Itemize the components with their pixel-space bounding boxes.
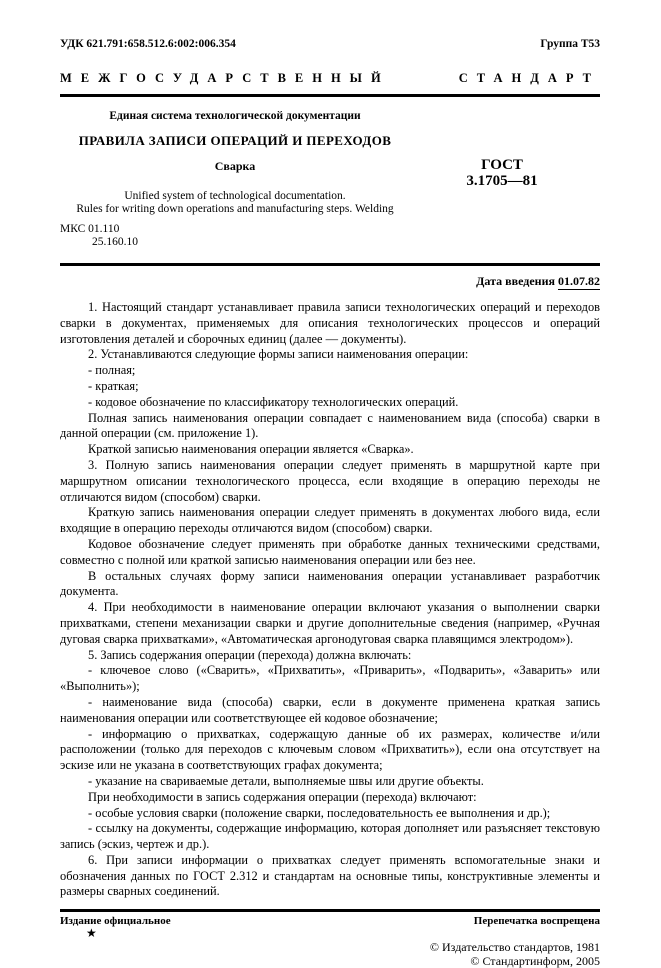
paragraph: - указание на свариваемые детали, выполняемые швы или другие объекты.	[88, 773, 484, 788]
footer-row	[60, 915, 600, 927]
paragraph: - ключевое слово («Сварить», «Прихватить», «Приварить», «Подварить», «Заварить» или «Выполнить»);	[60, 663, 600, 694]
group-code: Группа Т53	[540, 38, 600, 50]
document-title: ПРАВИЛА ЗАПИСИ ОПЕРАЦИЙ И ПЕРЕХОДОВ	[78, 133, 392, 148]
system-name: Единая система технологической документации	[109, 110, 361, 122]
title-block	[60, 97, 600, 260]
introduction-date-label: Дата введения	[476, 274, 555, 288]
paragraph: Краткой записью наименования операции является «Сварка».	[88, 442, 414, 457]
gost-designation-line1: ГОСТ	[481, 157, 523, 173]
star-icon: ★	[86, 926, 97, 941]
paragraph: Кодовое обозначение следует применять при обработке данных техническими средствами, совместно с полной или краткой записью наименования операции или без нее.	[60, 536, 600, 567]
gost-designation-line2: 3.1705—81	[466, 173, 538, 189]
header-divider	[60, 263, 600, 266]
english-title-line2: Rules for writing down operations and manufacturing steps. Welding	[76, 203, 394, 215]
reprint-forbidden-label: Перепечатка воспрещена	[473, 915, 600, 928]
paragraph: 5. Запись содержания операции (перехода) должна включать:	[88, 647, 412, 662]
standard-type-heading	[60, 71, 600, 86]
paragraph: 1. Настоящий стандарт устанавливает правила записи технологических операций и переходов сварки в документах, применяемых для описания технологических процессов и операций изготовления деталей и сборочных единиц (далее — документы).	[60, 300, 600, 346]
paragraph: Полная запись наименования операции совпадает с наименованием вида (способа) сварки в данной операции (см. приложение 1).	[60, 410, 600, 441]
title-block-left	[60, 110, 410, 249]
standard-body	[60, 300, 600, 900]
paragraph: - информацию о прихватках, содержащую данные об их размерах, количестве и/или расположении (только для переходов с ключевым словом «Прихватить»), если она отсутствует на эскизе или не указана в соответствующих графах документа;	[60, 726, 600, 773]
paragraph: - особые условия сварки (положение сварки, последовательность ее выполнения и др.);	[88, 805, 551, 820]
standard-type-word1: МЕЖГОСУДАРСТВЕННЫЙ	[60, 71, 390, 85]
paragraph: Краткую запись наименования операции следует применять в документах любого вида, если входящие в операцию переходы отличаются видом (способом) сварки.	[60, 505, 600, 536]
paragraph: 6. При записи информации о прихватках следует применять вспомогательные знаки и обозначения данных по ГОСТ 2.312 и стандартам на основные типы, конструктивные элементы и размеры сварных соединений.	[60, 852, 600, 899]
introduction-date-row	[60, 274, 600, 289]
paragraph: 2. Устанавливаются следующие формы записи наименования операции:	[88, 347, 469, 362]
classification-row	[60, 38, 600, 50]
paragraph: - полная;	[88, 363, 136, 378]
paragraph: - кодовое обозначение по классификатору технологических операций.	[88, 394, 459, 409]
paragraph: - краткая;	[88, 378, 139, 393]
mks-codes	[60, 223, 410, 249]
edition-star	[60, 927, 600, 939]
standard-type-word2: СТАНДАРТ	[458, 71, 600, 85]
copyright-line-1: © Издательство стандартов, 1981	[429, 940, 600, 955]
footer-divider	[60, 909, 600, 912]
udk-code: УДК 621.791:658.512.6:002:006.354	[60, 38, 236, 50]
gost-designation	[432, 157, 572, 189]
paragraph: - наименование вида (способа) сварки, если в документе применена краткая запись наименования операции или соответствующее ей кодовое обозначение;	[60, 694, 600, 725]
paragraph: 4. При необходимости в наименование операции включают указания о выполнении сварки прихватками, степени механизации сварки и другие дополнительные сведения (например, «Ручная дуговая сварка прихватками», «Автоматическая аргонодуговая сварка плавящимся электродом»).	[60, 600, 600, 646]
english-title-line1: Unified system of technological documentation.	[124, 190, 346, 202]
mks-code-line1: МКС 01.110	[60, 223, 120, 235]
paragraph: При необходимости в запись содержания операции (перехода) включают:	[88, 789, 477, 804]
introduction-date-value: 01.07.82	[558, 274, 600, 288]
paragraph: В остальных случаях форму записи наименования операции устанавливает разработчик документа.	[60, 568, 600, 599]
copyright-line-2: © Стандартинформ, 2005	[470, 954, 600, 968]
paragraph: 3. Полную запись наименования операции следует применять в маршрутной карте при маршрутном описании технологического процесса, если входящие в операцию переходы не отличаются видом (способом) сварки.	[60, 457, 600, 504]
mks-code-line2: 25.160.10	[92, 236, 138, 248]
copyright-block	[60, 940, 600, 968]
document-subtitle: Сварка	[214, 159, 256, 173]
paragraph: - ссылку на документы, содержащие информацию, которая дополняет или разъясняет текстовую запись (эскиз, чертеж и др.).	[60, 821, 600, 852]
official-edition-label: Издание официальное	[60, 915, 171, 928]
